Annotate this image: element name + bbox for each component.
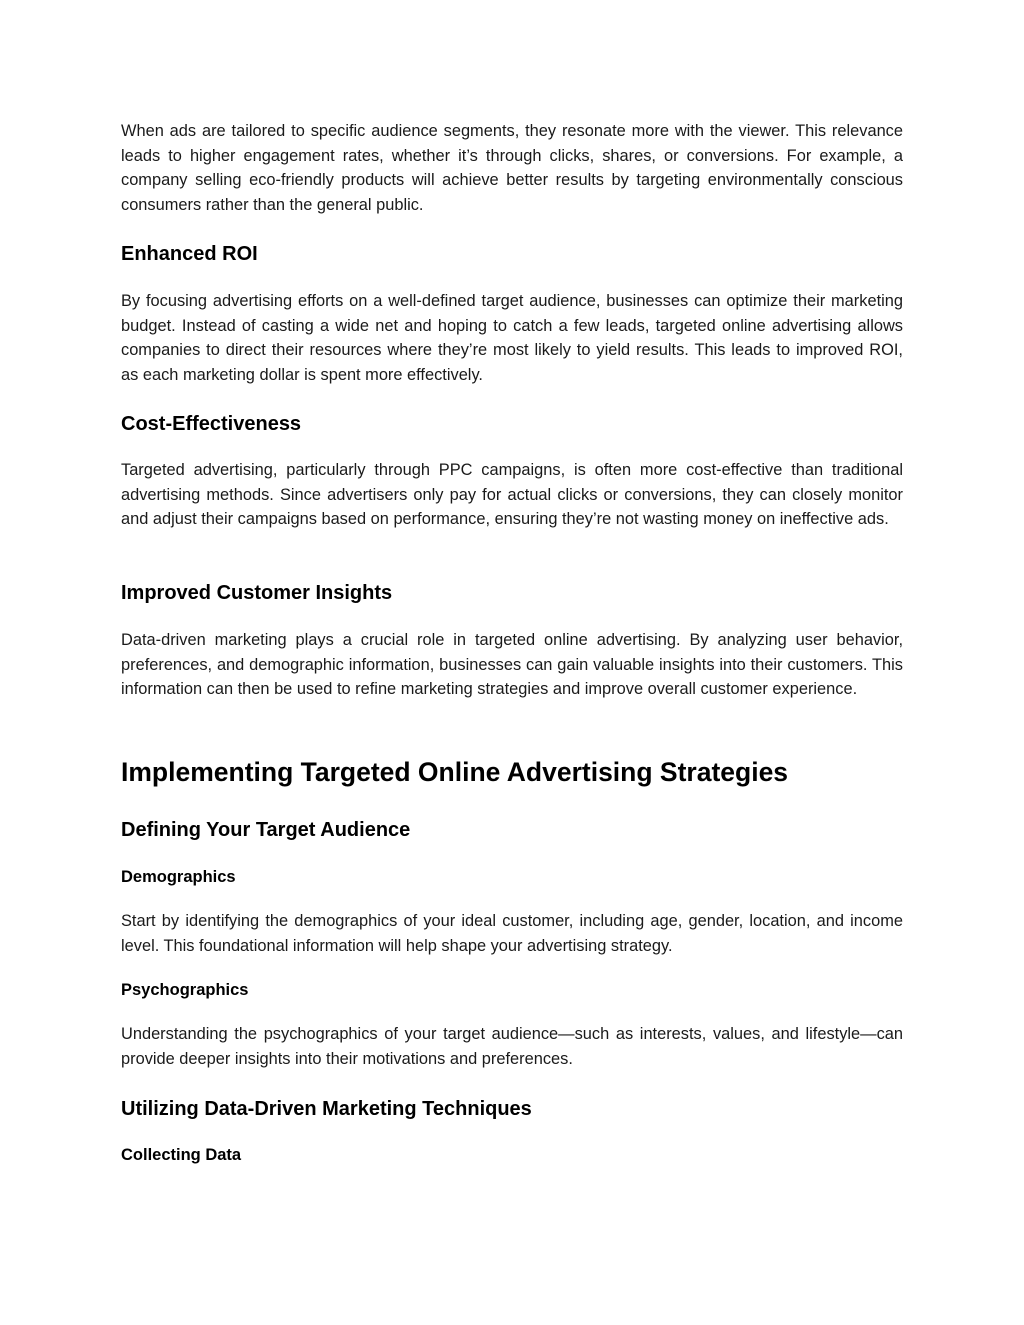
demographics-paragraph: Start by identifying the demographics of your ideal customer, including age, gender, location, and income level. This foundational information will help shape your advertising strategy. — [121, 912, 903, 955]
cost-effectiveness-heading: Cost-Effectiveness — [121, 413, 302, 435]
collecting-data-heading: Collecting Data — [121, 1146, 242, 1164]
cost-effectiveness-paragraph: Targeted advertising, particularly through PPC campaigns, is often more cost-effective than traditional advertising methods. Since advertisers only pay for actual clicks or conversions, they can closely monitor and adjust their campaigns based on performance, ensuring they’re not wasting money on ineffective ads. — [121, 461, 903, 528]
defining-audience-heading: Defining Your Target Audience — [121, 819, 411, 841]
psychographics-paragraph: Understanding the psychographics of your target audience—such as interests, values, and lifestyle—can provide deeper insights into their motivations and preferences. — [121, 1025, 903, 1068]
data-driven-heading: Utilizing Data-Driven Marketing Techniques — [121, 1098, 532, 1120]
intro-paragraph: When ads are tailored to specific audience segments, they resonate more with the viewer. This relevance leads to higher engagement rates, whether it’s through clicks, shares, or conversions. For example, a company selling eco-friendly products will achieve better results by targeting environmentally conscious consumers rather than the general public. — [121, 122, 903, 214]
enhanced-roi-paragraph: By focusing advertising efforts on a well-defined target audience, businesses can optimize their marketing budget. Instead of casting a wide net and hoping to catch a few leads, targeted online advertising allows companies to direct their resources where they’re most likely to yield results. This leads to improved ROI, as each marketing dollar is spent more effectively. — [121, 292, 903, 384]
customer-insights-paragraph: Data-driven marketing plays a crucial role in targeted online advertising. By analyzing user behavior, preferences, and demographic information, businesses can gain valuable insights into their customers. This information can then be used to refine marketing strategies and improve overall customer experience. — [121, 631, 903, 698]
psychographics-heading: Psychographics — [121, 981, 249, 999]
enhanced-roi-heading: Enhanced ROI — [121, 243, 258, 265]
demographics-heading: Demographics — [121, 868, 236, 886]
customer-insights-heading: Improved Customer Insights — [121, 582, 393, 604]
implementing-heading: Implementing Targeted Online Advertising Strategies — [121, 757, 789, 787]
